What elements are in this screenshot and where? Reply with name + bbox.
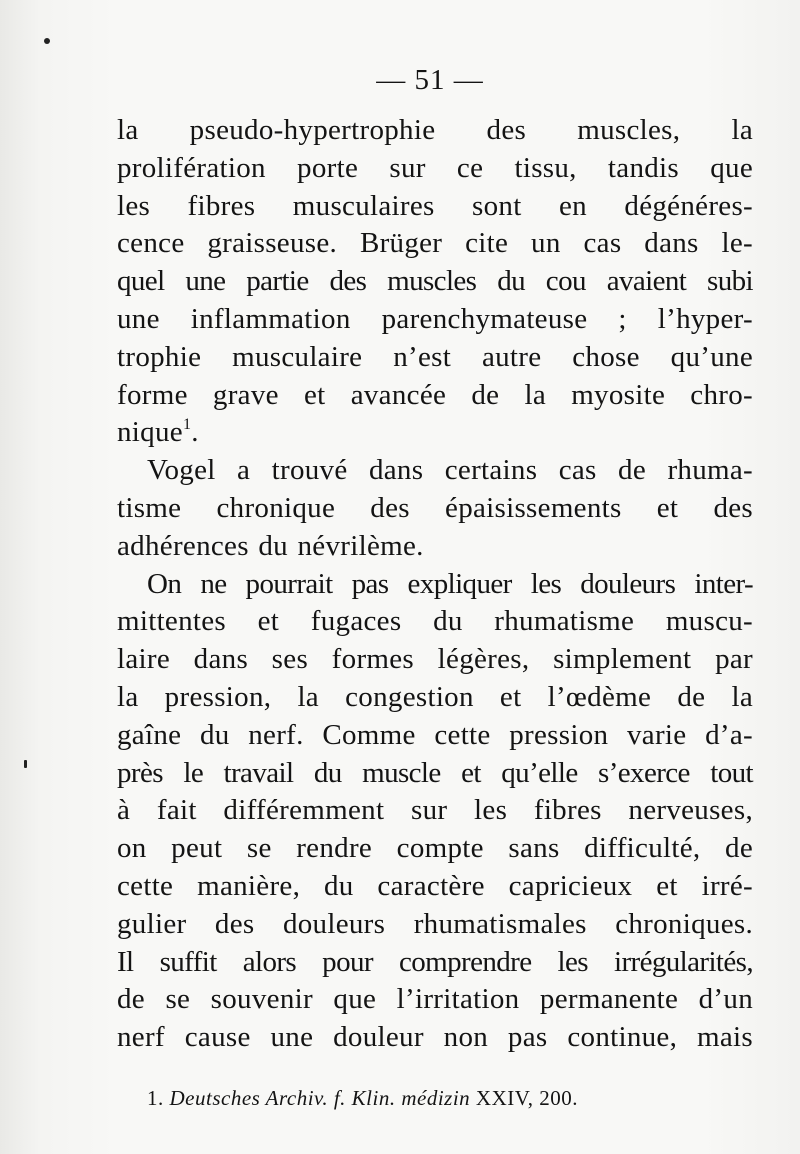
text-line: forme grave et avancée de la myosite chro-: [117, 378, 753, 411]
footnote-volume: XXIV,: [475, 1086, 534, 1110]
text-line: on peut se rendre compte sans difficulté, de: [117, 832, 753, 865]
text-line: adhérences du névrilème.: [117, 529, 424, 562]
ink-speck: [44, 38, 50, 44]
footnote-page: 200.: [539, 1086, 578, 1110]
text-line: à fait différemment sur les fibres nerveuses,: [117, 794, 753, 827]
paragraph-start-line: On ne pourrait pas expliquer les douleurs inter-: [147, 567, 753, 600]
text-line: la pseudo-hypertrophie des muscles, la: [117, 114, 753, 146]
footnote-source: Deutsches Archiv. f. Klin. médizin: [169, 1086, 471, 1110]
text-line: gaîne du nerf. Comme cette pression varie d’a-: [117, 718, 753, 751]
text-line: nerf cause une douleur non pas continue, mais: [117, 1021, 753, 1054]
footnote-number: 1.: [147, 1086, 164, 1110]
text-fragment: .: [191, 416, 199, 449]
text-line: une inflammation parenchymateuse ; l’hyper-: [117, 302, 753, 335]
text-line: laire dans ses formes légères, simplement par: [117, 643, 753, 676]
text-line: prolifération porte sur ce tissu, tandis que: [117, 151, 753, 184]
text-line: gulier des douleurs rhumatismales chroniques.: [117, 907, 753, 940]
text-line: de se souvenir que l’irritation permanente d’un: [117, 983, 753, 1016]
text-line: près le travail du muscle et qu’elle s’exerce tout: [117, 756, 753, 789]
text-line: les fibres musculaires sont en dégénéres-: [117, 189, 753, 222]
text-line: mittentes et fugaces du rhumatisme muscu-: [117, 605, 753, 638]
text-line: la pression, la congestion et l’œdème de la: [117, 680, 753, 713]
ink-speck: [24, 760, 27, 768]
text-line: trophie musculaire n’est autre chose qu’une: [117, 340, 753, 373]
text-line: quel une partie des muscles du cou avaient subi: [117, 265, 753, 298]
text-line-with-footnote: [117, 414, 753, 452]
text-fragment: nique: [117, 416, 183, 449]
text-line: Il suffit alors pour comprendre les irrégularités,: [117, 945, 753, 978]
footnote-reference: 1: [182, 416, 192, 434]
footnote: [147, 1086, 578, 1111]
page-number: — 51 —: [376, 64, 484, 96]
body-text: [117, 112, 753, 1057]
paragraph-start-line: Vogel a trouvé dans certains cas de rhuma-: [147, 454, 753, 487]
text-line: cette manière, du caractère capricieux et irré-: [117, 869, 753, 902]
text-line: cence graisseuse. Brüger cite un cas dans le-: [117, 227, 753, 260]
text-line: tisme chronique des épaisissements et des: [117, 491, 753, 524]
